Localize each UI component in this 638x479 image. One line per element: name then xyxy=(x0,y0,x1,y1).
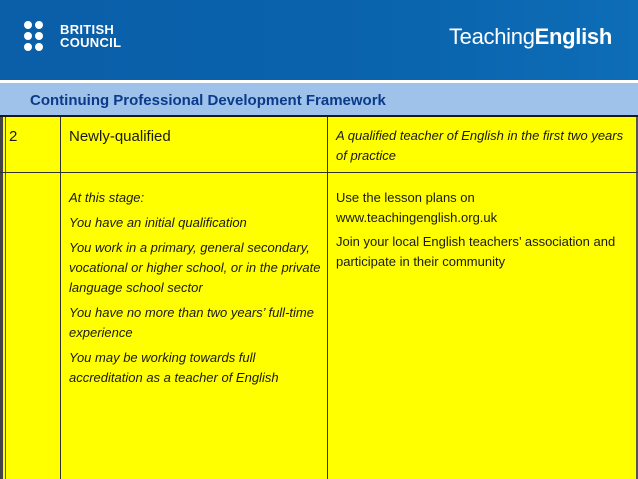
level-number: 2 xyxy=(9,128,18,145)
teaching-wordmark: Teaching xyxy=(448,24,535,49)
british-council-wordmark xyxy=(60,23,121,49)
action-item: Join your local English teachers’ association and participate in their community xyxy=(336,234,616,269)
british-council-logo xyxy=(24,20,121,52)
level-description: A qualified teacher of English in the first two years of practice xyxy=(336,128,624,163)
stage-item: You have an initial qualification xyxy=(69,215,247,230)
page-title: Continuing Professional Development Framework xyxy=(30,92,386,109)
stage-item: You work in a primary, general secondary, vocational or higher school, or in the private language school sector xyxy=(69,240,321,295)
action-item: Use the lesson plans on www.teachingenglish.org.uk xyxy=(336,190,498,225)
stage-item: At this stage: xyxy=(69,190,145,205)
stage-list xyxy=(69,188,321,393)
brand-line-2: COUNCIL xyxy=(60,35,122,50)
level-name: Newly-qualified xyxy=(69,128,171,145)
british-council-dots-icon xyxy=(24,21,54,51)
stage-item: You may be working towards full accreditation as a teacher of English xyxy=(69,350,279,385)
teachingenglish-logo xyxy=(449,24,612,50)
actions-list xyxy=(336,188,634,276)
header-band xyxy=(0,0,638,80)
stage-item: You have no more than two years’ full-time experience xyxy=(69,305,314,340)
row-divider xyxy=(0,172,638,173)
title-band xyxy=(0,83,638,115)
english-wordmark: English xyxy=(534,24,612,49)
framework-table xyxy=(0,115,638,479)
brand-line-1: BRITISH xyxy=(60,22,115,37)
